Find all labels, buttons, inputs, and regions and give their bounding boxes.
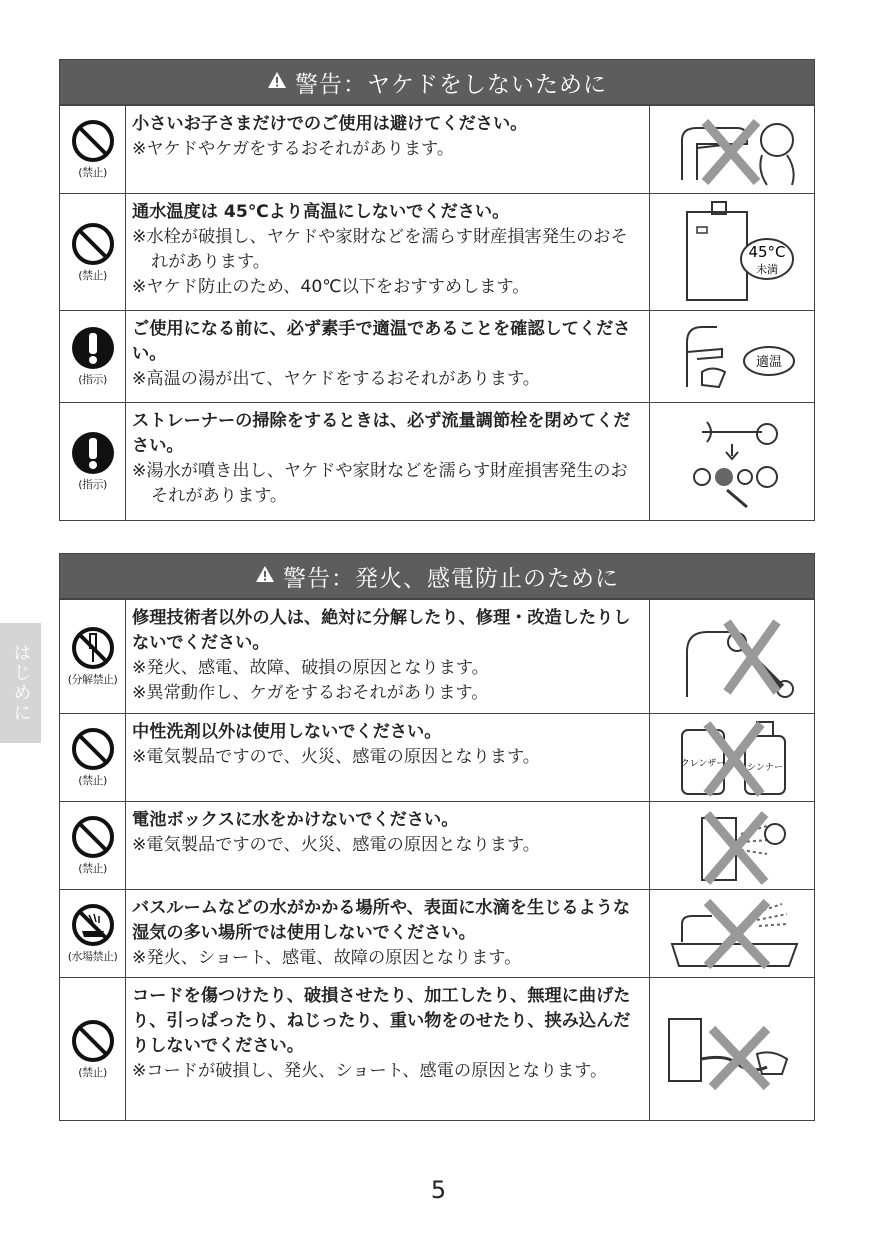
- row-text: [126, 194, 649, 310]
- warning-row: [60, 801, 814, 889]
- section-header: [60, 60, 814, 105]
- note-text: ※電気製品ですので、火災、感電の原因となります。: [132, 747, 540, 767]
- icon-cell: [60, 403, 126, 520]
- prohibited-icon: [71, 1019, 115, 1063]
- prohibited-icon: [71, 119, 115, 163]
- note-text: ※発火、ショート、感電、故障の原因となります。: [132, 948, 522, 968]
- icon-cell: [60, 890, 126, 977]
- illustration-strainer: [649, 403, 814, 520]
- warning-row: [60, 889, 814, 977]
- section-header: [60, 554, 814, 599]
- row-text: [126, 802, 649, 889]
- icon-caption: (禁止): [78, 1065, 107, 1079]
- instruction-text: コードを傷つけたり、破損させたり、加工したり、無理に曲げたり、引っぱったり、ねじったり、重い物をのせたり、挟み込んだりしないでください。: [132, 986, 631, 1056]
- section-title: 警告：ヤケドをしないために: [295, 71, 607, 98]
- icon-cell: [60, 802, 126, 889]
- illustration-cord: [649, 978, 814, 1120]
- note-text: ※ヤケドやケガをするおそれがあります。: [132, 139, 455, 159]
- row-text: [126, 600, 649, 713]
- row-text: [126, 106, 649, 193]
- icon-caption: (禁止): [78, 166, 107, 179]
- warning-triangle-icon: [267, 69, 287, 95]
- illustration-hand-check: [649, 311, 814, 402]
- icon-caption: (分解禁止): [67, 673, 118, 686]
- row-text: [126, 978, 649, 1120]
- illustration-battery-box-water: [649, 802, 814, 889]
- note-text: ※水栓が破損し、ヤケドや家財などを濡らす財産損害発生のおそれがあります。: [132, 227, 628, 272]
- cleanser-label: クレンザー: [680, 758, 726, 769]
- instruction-text: 中性洗剤以外は使用しないでください。: [132, 722, 442, 742]
- warning-row: [60, 713, 814, 801]
- temp-sub-label: 未満: [756, 263, 778, 276]
- note-text: ※発火、感電、故障、破損の原因となります。: [132, 658, 489, 678]
- thinner-label: シンナー: [747, 762, 783, 773]
- icon-cell: [60, 600, 126, 713]
- note-text: ※コードが破損し、発火、ショート、感電の原因となります。: [132, 1061, 608, 1081]
- mandatory-icon: [71, 326, 115, 370]
- icon-caption: (禁止): [78, 268, 107, 282]
- no-wet-area-icon: [71, 903, 115, 947]
- warning-row: [60, 402, 814, 520]
- row-text: [126, 311, 649, 402]
- warning-row: [60, 193, 814, 310]
- warm-label: 適温: [755, 354, 783, 370]
- warning-row: [60, 977, 814, 1120]
- illustration-water-heater: [649, 194, 814, 310]
- instruction-text: 修理技術者以外の人は、絶対に分解したり、修理・改造したりしないでください。: [132, 608, 631, 653]
- icon-cell: [60, 714, 126, 801]
- illustration-wrench-faucet: [649, 600, 814, 713]
- icon-cell: [60, 978, 126, 1120]
- icon-caption: (指示): [78, 373, 107, 386]
- warning-triangle-icon: [255, 563, 275, 589]
- note-text: ※高温の湯が出て、ヤケドをするおそれがあります。: [132, 369, 540, 389]
- prohibited-icon: [71, 222, 115, 266]
- page-number: 5: [430, 1176, 447, 1204]
- icon-cell: [60, 311, 126, 402]
- instruction-text: バスルームなどの水がかかる場所や、表面に水滴を生じるような湿気の多い場所では使用しないでください。: [132, 898, 631, 943]
- icon-caption: (禁止): [78, 862, 107, 875]
- note-text: ※ヤケド防止のため、40℃以下をおすすめします。: [132, 277, 530, 297]
- row-text: [126, 403, 649, 520]
- prohibited-icon: [71, 727, 115, 771]
- icon-cell: [60, 106, 126, 193]
- icon-cell: [60, 194, 126, 310]
- instruction-text: ご使用になる前に、必ず素手で適温であることを確認してください。: [132, 319, 631, 364]
- instruction-text: 電池ボックスに水をかけないでください。: [132, 810, 459, 830]
- illustration-child-faucet: [649, 106, 814, 193]
- icon-caption: (水場禁止): [67, 950, 118, 963]
- illustration-cleaners: [649, 714, 814, 801]
- note-text: ※電気製品ですので、火災、感電の原因となります。: [132, 835, 540, 855]
- prohibited-icon: [71, 815, 115, 859]
- temp-label: 45°C: [748, 243, 786, 261]
- no-disassembly-icon: [71, 626, 115, 670]
- icon-caption: (禁止): [78, 774, 107, 787]
- instruction-text: ストレーナーの掃除をするときは、必ず流量調節栓を閉めてください。: [132, 411, 631, 456]
- note-text: ※湯水が噴き出し、ヤケドや家財などを濡らす財産損害発生のおそれがあります。: [132, 461, 628, 506]
- warning-row: [60, 105, 814, 193]
- illustration-bathtub: [649, 890, 814, 977]
- row-text: [126, 714, 649, 801]
- icon-caption: (指示): [78, 478, 107, 491]
- instruction-text: 通水温度は 45℃より高温にしないでください。: [132, 202, 510, 222]
- side-tab-introduction: はじめに: [0, 623, 41, 743]
- warning-section-fire: [59, 553, 815, 1121]
- section-title: 警告：発火、感電防止のために: [283, 565, 619, 592]
- warning-row: [60, 599, 814, 713]
- row-text: [126, 890, 649, 977]
- mandatory-icon: [71, 431, 115, 475]
- instruction-text: 小さいお子さまだけでのご使用は避けてください。: [132, 114, 528, 134]
- note-text: ※異常動作し、ケガをするおそれがあります。: [132, 683, 489, 703]
- warning-section-burn: [59, 59, 815, 521]
- warning-row: [60, 310, 814, 402]
